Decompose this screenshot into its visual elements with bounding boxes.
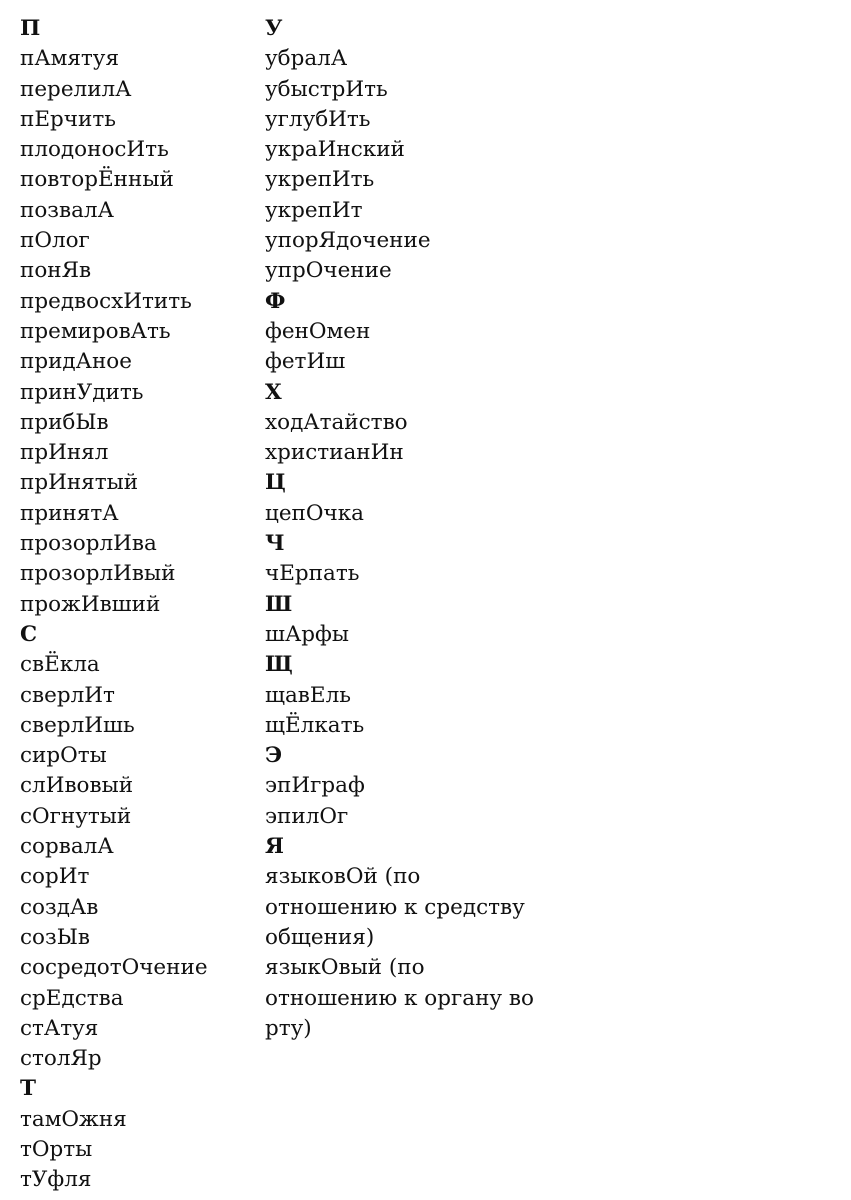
word-entry: сверлИт	[20, 682, 115, 708]
word-entry: плодоносИть	[20, 137, 169, 163]
word-entry: сОгнутый	[20, 803, 132, 829]
word-entry: перелилА	[20, 76, 132, 102]
word-entry: языкОвый (по	[265, 955, 425, 981]
word-entry: сосредотОчение	[20, 955, 208, 981]
word-entry: предвосхИтить	[20, 288, 192, 314]
letter-heading: Ч	[265, 531, 285, 557]
word-entry: прИнятый	[20, 470, 139, 496]
word-entry: сирОты	[20, 743, 107, 769]
letter-heading: Т	[20, 1076, 36, 1102]
word-entry: прозорлИвый	[20, 561, 176, 587]
word-entry: свЁкла	[20, 652, 100, 678]
word-entry: упорЯдочение	[265, 228, 431, 254]
word-entry: понЯв	[20, 258, 92, 284]
word-entry: отношению к средству	[265, 894, 525, 920]
word-entry: эпилОг	[265, 803, 349, 829]
word-entry: упрОчение	[265, 258, 392, 284]
word-entry: цепОчка	[265, 500, 364, 526]
word-entry: языковОй (по	[265, 864, 421, 890]
word-entry: убралА	[265, 46, 348, 72]
word-entry: стАтуя	[20, 1015, 99, 1041]
word-list-left-column	[20, 14, 255, 1196]
word-entry: прИнял	[20, 440, 109, 466]
word-entry: фенОмен	[265, 318, 371, 344]
word-entry: прожИвший	[20, 591, 161, 617]
word-entry: чЕрпать	[265, 561, 360, 587]
word-entry: щЁлкать	[265, 712, 365, 738]
word-entry: прибЫв	[20, 409, 109, 435]
letter-heading: С	[20, 621, 38, 647]
word-entry: отношению к органу во	[265, 985, 534, 1011]
letter-heading: Ш	[265, 591, 293, 617]
word-entry: укрепИть	[265, 167, 375, 193]
word-entry: придАное	[20, 349, 132, 375]
word-entry: общения)	[265, 924, 375, 950]
word-entry: созЫв	[20, 924, 90, 950]
word-entry: сорвалА	[20, 834, 114, 860]
letter-heading: П	[20, 16, 41, 41]
letter-heading: Ф	[265, 288, 286, 314]
word-entry: убыстрИть	[265, 76, 388, 102]
word-entry: срЕдства	[20, 985, 124, 1011]
word-entry: тУфля	[20, 1167, 92, 1193]
word-entry: украИнский	[265, 137, 405, 163]
word-entry: прозорлИва	[20, 531, 157, 557]
word-entry: сорИт	[20, 864, 90, 890]
word-entry: пЕрчить	[20, 106, 116, 132]
word-entry: тамОжня	[20, 1106, 127, 1132]
word-entry: принятА	[20, 500, 119, 526]
word-entry: создАв	[20, 894, 99, 920]
word-entry: принУдить	[20, 379, 144, 405]
word-entry: повторЁнный	[20, 167, 174, 193]
word-entry: пАмятуя	[20, 46, 120, 72]
word-entry: столЯр	[20, 1046, 102, 1072]
word-entry: укрепИт	[265, 197, 363, 223]
word-entry: христианИн	[265, 440, 404, 466]
word-entry: премировАть	[20, 318, 171, 344]
letter-heading: Щ	[265, 652, 293, 678]
word-entry: ходАтайство	[265, 409, 408, 435]
word-entry: рту)	[265, 1015, 312, 1041]
word-list-right-column	[265, 14, 555, 1044]
letter-heading: Ц	[265, 470, 286, 496]
letter-heading: Э	[265, 743, 283, 769]
word-entry: эпИграф	[265, 773, 365, 799]
word-entry: фетИш	[265, 349, 346, 375]
letter-heading: Х	[265, 379, 282, 405]
word-entry: сверлИшь	[20, 712, 135, 738]
word-entry: щавЕль	[265, 682, 351, 708]
letter-heading: Я	[265, 834, 284, 860]
word-entry: шАрфы	[265, 621, 349, 647]
word-entry: тОрты	[20, 1136, 93, 1162]
word-entry: позвалА	[20, 197, 114, 223]
word-entry: углубИть	[265, 106, 371, 132]
word-entry: слИвовый	[20, 773, 134, 799]
word-entry: пОлог	[20, 228, 90, 254]
letter-heading: У	[265, 16, 283, 41]
